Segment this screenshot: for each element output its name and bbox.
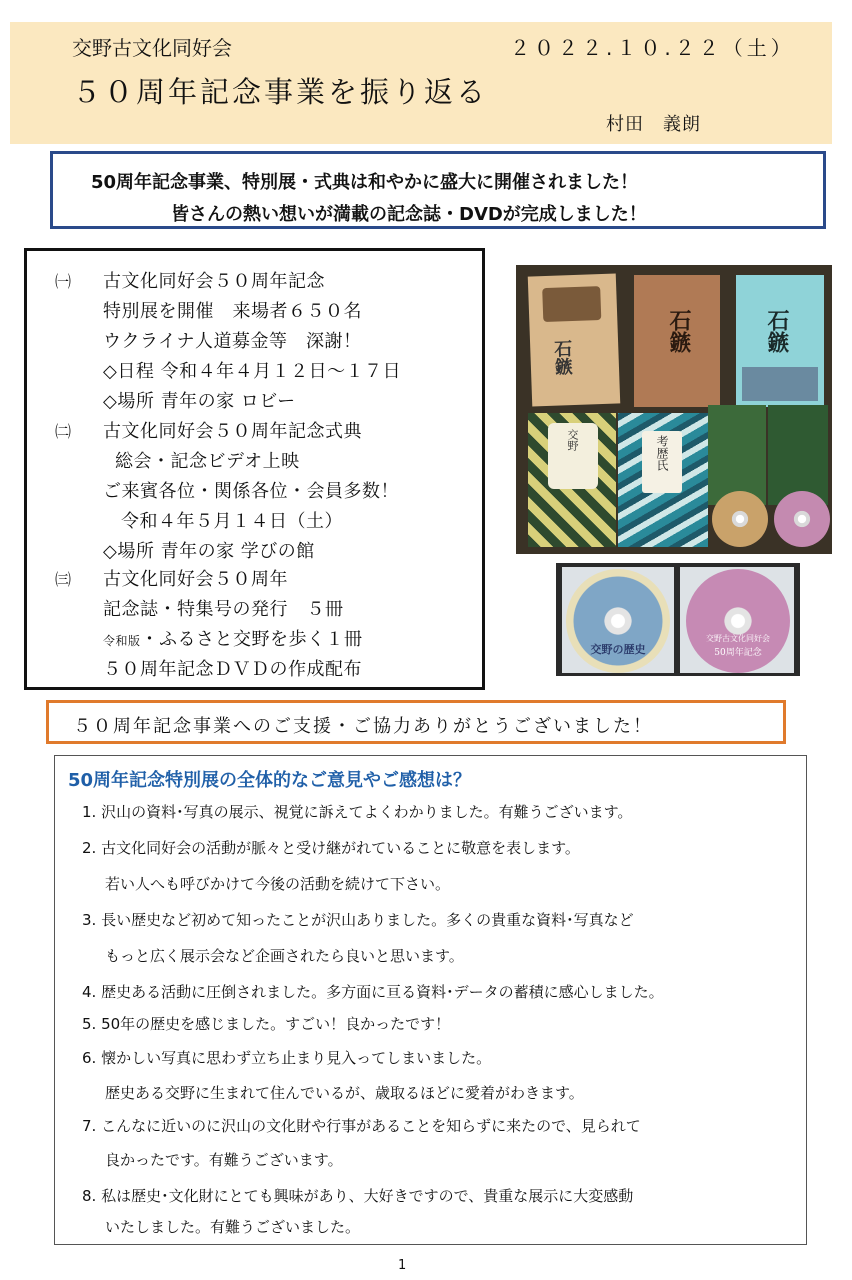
reiwa-edition-label: 令和版 bbox=[103, 634, 141, 648]
dvd-disc bbox=[686, 569, 790, 673]
book-title: 石鏃 bbox=[666, 309, 692, 353]
event-line: 特別展を開催 来場者６５０名 bbox=[103, 301, 362, 322]
event-line bbox=[103, 625, 363, 651]
event-line: 記念誌・特集号の発行 ５冊 bbox=[103, 599, 344, 620]
comment-line: 若い人へも呼びかけて今後の活動を続けて下さい。 bbox=[105, 875, 451, 893]
event-line: ◇場所 青年の家 ロビー bbox=[103, 391, 296, 412]
book-cover bbox=[528, 274, 620, 407]
comment-line: 2. 古文化同好会の活動が脈々と受け継がれていることに敬意を表します。 bbox=[82, 839, 580, 857]
comment-line: 良かったです。有難うございます。 bbox=[105, 1151, 343, 1169]
announcement-banner bbox=[50, 151, 826, 229]
comment-line: 8. 私は歴史･文化財にとても興味があり、大好きですので、貴重な展示に大変感動 bbox=[82, 1187, 634, 1205]
dvd-disc bbox=[566, 569, 670, 673]
thanks-banner bbox=[46, 700, 786, 744]
event-line: ウクライナ人道募金等 深謝！ bbox=[103, 331, 362, 352]
event-number-2: ㈡ bbox=[55, 422, 72, 441]
dvd-disc bbox=[774, 491, 830, 547]
comment-line: 歴史ある交野に生まれて住んでいるが、歳取るほどに愛着がわきます。 bbox=[105, 1084, 584, 1102]
event-line: ご来賓各位・関係各位・会員多数！ bbox=[103, 481, 399, 502]
book-cover bbox=[768, 405, 828, 505]
book-title: 考歴氏 bbox=[655, 435, 669, 471]
dvd-subtitle: 50周年記念 bbox=[714, 648, 762, 658]
dvd-disc bbox=[712, 491, 768, 547]
organization-name: 交野古文化同好会 bbox=[72, 36, 232, 60]
book-cover bbox=[708, 405, 766, 505]
page-number: 1 bbox=[398, 1258, 407, 1273]
event-line: ◇場所 青年の家 学びの館 bbox=[103, 541, 315, 562]
book-title: 石鏃 bbox=[550, 339, 574, 376]
book-title: 交野 bbox=[566, 429, 579, 451]
banner-line-1: 50周年記念事業、特別展・式典は和やかに盛大に開催されました！ bbox=[91, 172, 639, 193]
dvd-title: 交野古文化同好会 bbox=[706, 634, 770, 643]
comment-line: 4. 歴史ある活動に圧倒されました。多方面に亘る資料･データの蓄積に感心しました。 bbox=[82, 983, 664, 1001]
comment-line: 3. 長い歴史など初めて知ったことが沢山ありました。多くの貴重な資料･写真など bbox=[82, 911, 634, 929]
author: 村田 義朗 bbox=[606, 114, 701, 135]
book-cover bbox=[618, 413, 708, 547]
event-number-3: ㈢ bbox=[55, 570, 72, 589]
book-title: 石鏃 bbox=[764, 309, 790, 353]
event-line: 古文化同好会５０周年記念 bbox=[103, 271, 325, 292]
date: ２０２２.１０.２２（土） bbox=[510, 36, 795, 60]
banner-line-2: 皆さんの熱い想いが満載の記念誌・DVDが完成しました！ bbox=[171, 204, 647, 225]
book-cover bbox=[634, 275, 720, 407]
book-cover bbox=[528, 413, 616, 547]
comment-line: いたしました。有難うございました。 bbox=[105, 1218, 361, 1236]
header bbox=[10, 22, 832, 144]
event-line-rest: ・ふるさと交野を歩く１冊 bbox=[140, 629, 363, 650]
thanks-text: ５０周年記念事業へのご支援・ご協力ありがとうございました！ bbox=[73, 716, 653, 737]
event-line: ◇日程 令和４年４月１２日～１７日 bbox=[103, 361, 402, 382]
events-box bbox=[24, 248, 485, 690]
comment-line: 1. 沢山の資料･写真の展示、視覚に訴えてよくわかりました。有難うございます。 bbox=[82, 803, 633, 821]
event-number-1: ㈠ bbox=[55, 272, 72, 291]
publications-photo bbox=[516, 265, 832, 554]
comment-line: もっと広く展示会など企画されたら良いと思います。 bbox=[105, 947, 464, 965]
page-title: ５０周年記念事業を振り返る bbox=[72, 75, 489, 109]
event-line: ５０周年記念ＤＶＤの作成配布 bbox=[103, 659, 362, 680]
comment-line: 6. 懐かしい写真に思わず立ち止まり見入ってしまいました。 bbox=[82, 1049, 492, 1067]
event-line: 古文化同好会５０周年記念式典 bbox=[103, 421, 362, 442]
dvd-photo bbox=[556, 563, 800, 676]
comments-title: 50周年記念特別展の全体的なご意見やご感想は？ bbox=[68, 770, 472, 791]
book-cover bbox=[736, 275, 824, 407]
event-line: 古文化同好会５０周年 bbox=[103, 569, 288, 590]
comment-line: 5. 50年の歴史を感じました。すごい！良かったです！ bbox=[82, 1015, 451, 1033]
comment-line: 7. こんなに近いのに沢山の文化財や行事があることを知らずに来たので、見られて bbox=[82, 1117, 641, 1135]
comments-box bbox=[54, 755, 807, 1245]
dvd-title: 交野の歴史 bbox=[590, 643, 646, 656]
event-line: 令和４年５月１４日（土） bbox=[121, 511, 343, 532]
event-line: 総会・記念ビデオ上映 bbox=[115, 451, 300, 472]
